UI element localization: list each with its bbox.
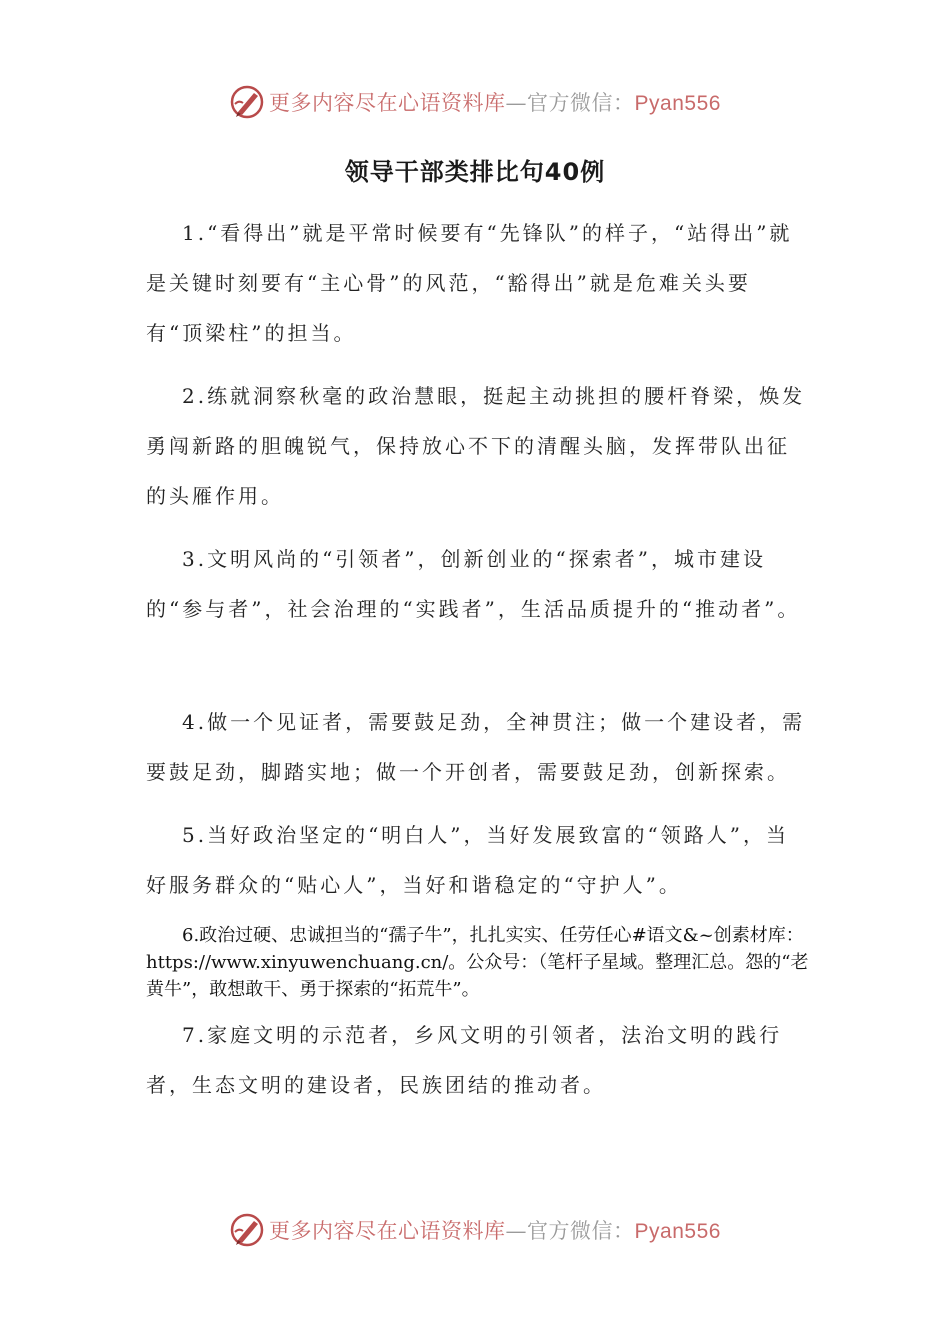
banner-text: 更多内容尽在心语资料库—官方微信：Pyan556 — [269, 91, 721, 115]
pen-nib-logo-icon — [229, 1212, 265, 1248]
paragraph-6: 6.政治过硬、忠诚担当的“孺子牛”，扎扎实实、任劳任心#语文&~创素材库：https://www.xinyuwenchuang.cn/。公众号：（笔杆子星域。整理汇总。怨的“老黄牛”，敢想敢干、勇于探索的“拓荒牛”。 — [146, 925, 809, 1000]
paragraph-2: 2.练就洞察秋毫的政治慧眼，挺起主动挑担的腰杆脊梁，焕发勇闯新路的胆魄锐气，保持放心不下的清醒头脑，发挥带队出征的头雁作用。 — [146, 384, 806, 508]
footer-banner — [0, 1208, 950, 1252]
paragraph-5: 5.当好政治坚定的“明白人”，当好发展致富的“领路人”，当好服务群众的“贴心人”，当好和谐稳定的“守护人”。 — [146, 823, 789, 897]
paragraph-3: 3.文明风尚的“引领者”，创新创业的“探索者”，城市建设的“参与者”，社会治理的“实践者”，生活品质提升的“推动者”。 — [146, 547, 801, 621]
header-banner — [0, 80, 950, 124]
page-title: 领导干部类排比句40例 — [344, 158, 606, 186]
pen-nib-logo-icon — [229, 84, 265, 120]
paragraph-4: 4.做一个见证者，需要鼓足劲，全神贯注；做一个建设者，需要鼓足劲，脚踏实地；做一个开创者，需要鼓足劲，创新探索。 — [146, 710, 806, 784]
paragraph-7: 7.家庭文明的示范者，乡风文明的引领者，法治文明的践行者，生态文明的建设者，民族团结的推动者。 — [146, 1023, 783, 1097]
banner-text: 更多内容尽在心语资料库—官方微信：Pyan556 — [269, 1219, 721, 1243]
paragraph-1: 1.“看得出”就是平常时候要有“先锋队”的样子，“站得出”就是关键时刻要有“主心骨”的风范，“豁得出”就是危难关头要有“顶梁柱”的担当。 — [146, 221, 793, 345]
